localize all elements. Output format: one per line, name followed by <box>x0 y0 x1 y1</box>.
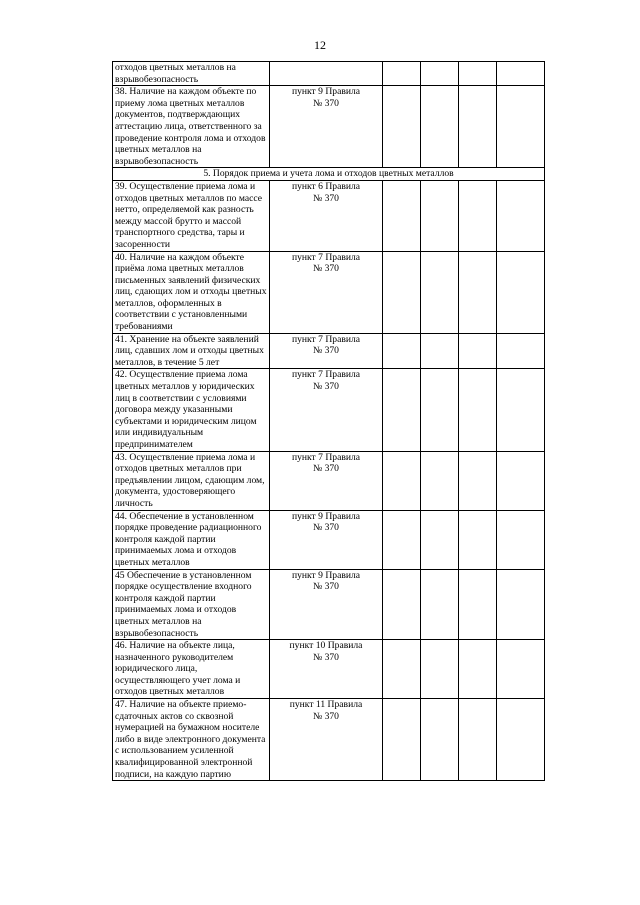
requirement-line: осуществляющего учет лома и <box>115 674 241 686</box>
requirement-cell <box>113 699 270 781</box>
requirement-line: юридического лица, <box>115 663 198 675</box>
requirement-line: 45 Обеспечение в установленном <box>115 569 252 581</box>
requirement-line: документов, подтверждающих <box>115 109 241 121</box>
requirement-line: 41. Хранение на объекте заявлений <box>115 333 259 345</box>
answer-cell <box>383 180 421 251</box>
answer-cell <box>421 333 459 369</box>
requirement-line: личность <box>115 497 153 509</box>
requirement-line: 40. Наличие на каждом объекте <box>115 251 244 263</box>
reference-line: пункт 7 Правила <box>291 369 361 381</box>
table-row <box>113 86 545 168</box>
answer-cell <box>459 180 497 251</box>
requirement-line: порядке осуществление входного <box>115 581 252 593</box>
requirement-line: проведение контроля лома и отходов <box>115 132 266 144</box>
requirement-line: 44. Обеспечение в установленном <box>115 510 254 522</box>
answer-cell <box>497 251 545 333</box>
table-row <box>113 699 545 781</box>
requirement-line: требованиями <box>115 321 173 333</box>
reference-cell <box>270 699 383 781</box>
requirement-line: сдаточных актов со сквозной <box>115 710 234 722</box>
answer-cell <box>421 640 459 699</box>
reference-line: пункт 9 Правила <box>291 86 361 98</box>
requirement-line: нумерацией на бумажном носителе <box>115 722 260 734</box>
reference-line: № 370 <box>313 263 339 275</box>
answer-cell <box>421 699 459 781</box>
reference-line: пункт 7 Правила <box>291 251 361 263</box>
reference-cell <box>270 86 383 168</box>
requirement-line: контроля каждой партии <box>115 592 216 604</box>
requirement-line: отходов цветных металлов по массе <box>115 192 263 204</box>
answer-cell <box>459 510 497 569</box>
requirement-line: принимаемых лома и отходов <box>115 545 237 557</box>
answer-cell <box>459 86 497 168</box>
reference-cell <box>270 510 383 569</box>
section-heading: 5. Порядок приема и учета лома и отходов цветных металлов <box>113 168 545 181</box>
requirement-cell <box>113 569 270 640</box>
reference-line: № 370 <box>313 192 339 204</box>
answer-cell <box>459 640 497 699</box>
answer-cell <box>497 62 545 86</box>
answer-cell <box>459 451 497 510</box>
requirement-line: транспортного средства, тары и <box>115 227 245 239</box>
requirement-line: 47. Наличие на объекте приемо- <box>115 699 247 711</box>
requirement-line: металлов, оформленных в <box>115 297 222 309</box>
answer-cell <box>421 451 459 510</box>
requirement-line: 42. Осуществление приема лома <box>115 369 248 381</box>
reference-line: пункт 10 Правила <box>289 640 363 652</box>
answer-cell <box>459 699 497 781</box>
answer-cell <box>459 333 497 369</box>
requirement-line: соответствии с установленными <box>115 309 248 321</box>
reference-line: пункт 9 Правила <box>291 569 361 581</box>
answer-cell <box>383 251 421 333</box>
answer-cell <box>459 62 497 86</box>
table-row <box>113 62 545 86</box>
requirement-line: порядке проведение радиационного <box>115 522 262 534</box>
requirement-line: взрывобезопасность <box>115 73 199 85</box>
requirement-line: между массой брутто и массой <box>115 215 242 227</box>
requirement-line: или индивидуальным <box>115 427 204 439</box>
checklist-table <box>112 61 545 781</box>
requirement-line: лиц, сдавших лом и отходы цветных <box>115 345 264 357</box>
table-row <box>113 569 545 640</box>
requirement-cell <box>113 510 270 569</box>
requirement-line: предъявлении лицом, сдающим лом, <box>115 474 265 486</box>
table-row <box>113 251 545 333</box>
requirement-cell <box>113 369 270 451</box>
answer-cell <box>421 369 459 451</box>
table-row <box>113 333 545 369</box>
requirement-line: 38. Наличие на каждом объекте по <box>115 86 257 98</box>
requirement-line: аттестацию лица, ответственного за <box>115 120 262 132</box>
table-row <box>113 510 545 569</box>
answer-cell <box>383 451 421 510</box>
requirement-cell <box>113 333 270 369</box>
table-row <box>113 369 545 451</box>
requirement-line: 39. Осуществление приема лома и <box>115 180 256 192</box>
answer-cell <box>459 569 497 640</box>
reference-line: № 370 <box>313 345 339 357</box>
requirement-line: отходов цветных металлов на <box>115 62 236 73</box>
requirement-line: цветных металлов у юридических <box>115 381 255 393</box>
answer-cell <box>497 180 545 251</box>
requirement-line: цветных металлов <box>115 556 190 568</box>
requirement-line: лиц в соответствии с условиями <box>115 392 247 404</box>
requirement-line: цветных металлов на <box>115 615 202 627</box>
reference-cell <box>270 180 383 251</box>
answer-cell <box>421 62 459 86</box>
answer-cell <box>497 640 545 699</box>
requirement-line: документа, удостоверяющего <box>115 486 236 498</box>
answer-cell <box>383 86 421 168</box>
requirement-line: договора между указанными <box>115 404 233 416</box>
requirement-cell <box>113 251 270 333</box>
reference-line: пункт 7 Правила <box>291 451 361 463</box>
reference-line: № 370 <box>313 522 339 534</box>
answer-cell <box>421 180 459 251</box>
reference-cell <box>270 369 383 451</box>
requirement-line: засоренности <box>115 238 171 250</box>
reference-line: № 370 <box>313 710 339 722</box>
table-row <box>113 451 545 510</box>
requirement-cell <box>113 451 270 510</box>
answer-cell <box>497 451 545 510</box>
requirement-line: лиц, сдающих лом и отходы цветных <box>115 286 267 298</box>
answer-cell <box>383 369 421 451</box>
reference-line: № 370 <box>313 651 339 663</box>
answer-cell <box>421 569 459 640</box>
reference-cell <box>270 251 383 333</box>
reference-line: № 370 <box>313 381 339 393</box>
requirement-line: отходов цветных металлов при <box>115 463 242 475</box>
reference-cell <box>270 451 383 510</box>
answer-cell <box>497 569 545 640</box>
reference-line: пункт 7 Правила <box>291 333 361 345</box>
answer-cell <box>497 86 545 168</box>
answer-cell <box>497 369 545 451</box>
requirement-line: либо в виде электронного документа <box>115 733 266 745</box>
answer-cell <box>421 86 459 168</box>
answer-cell <box>497 510 545 569</box>
reference-line: № 370 <box>313 463 339 475</box>
requirement-line: цветных металлов на <box>115 144 202 156</box>
requirement-line: отходов цветных металлов <box>115 686 225 698</box>
requirement-line: принимаемых лома и отходов <box>115 604 237 616</box>
requirement-line: взрывобезопасность <box>115 627 199 639</box>
requirement-cell <box>113 86 270 168</box>
section-heading-row <box>113 168 545 181</box>
checklist-body <box>113 62 545 781</box>
requirement-line: приему лома цветных металлов <box>115 97 245 109</box>
requirement-cell <box>113 180 270 251</box>
requirement-line: нетто, определяемой как разность <box>115 204 254 216</box>
answer-cell <box>497 333 545 369</box>
requirement-line: предпринимателем <box>115 439 193 450</box>
requirement-line: квалифицированной электронной <box>115 757 253 769</box>
requirement-line: 46. Наличие на объекте лица, <box>115 640 235 652</box>
page-number: 12 <box>314 38 326 52</box>
requirement-line: назначенного руководителем <box>115 651 234 663</box>
answer-cell <box>383 510 421 569</box>
reference-line: пункт 9 Правила <box>291 510 361 522</box>
reference-line: пункт 6 Правила <box>291 180 361 192</box>
requirement-cell <box>113 640 270 699</box>
answer-cell <box>383 333 421 369</box>
requirement-line: субъектами и юридическим лицом <box>115 415 257 427</box>
requirement-line: с использованием усиленной <box>115 745 234 757</box>
requirement-line: 43. Осуществление приема лома и <box>115 451 256 463</box>
reference-line: № 370 <box>313 97 339 109</box>
requirement-line: подписи, на каждую партию <box>115 768 231 780</box>
answer-cell <box>421 510 459 569</box>
requirement-line: металлов, в течение 5 лет <box>115 356 220 368</box>
reference-line: пункт 11 Правила <box>289 699 363 711</box>
reference-cell <box>270 640 383 699</box>
answer-cell <box>459 251 497 333</box>
answer-cell <box>383 569 421 640</box>
reference-cell <box>270 62 383 86</box>
answer-cell <box>383 699 421 781</box>
requirement-cell <box>113 62 270 86</box>
reference-line: № 370 <box>313 581 339 593</box>
reference-cell <box>270 333 383 369</box>
requirement-line: контроля каждой партии <box>115 533 216 545</box>
reference-cell <box>270 569 383 640</box>
requirement-line: приёма лома цветных металлов <box>115 263 244 275</box>
table-row <box>113 180 545 251</box>
answer-cell <box>421 251 459 333</box>
table-row <box>113 640 545 699</box>
answer-cell <box>383 640 421 699</box>
answer-cell <box>383 62 421 86</box>
requirement-line: письменных заявлений физических <box>115 274 261 286</box>
answer-cell <box>459 369 497 451</box>
requirement-line: взрывобезопасность <box>115 155 199 167</box>
answer-cell <box>497 699 545 781</box>
